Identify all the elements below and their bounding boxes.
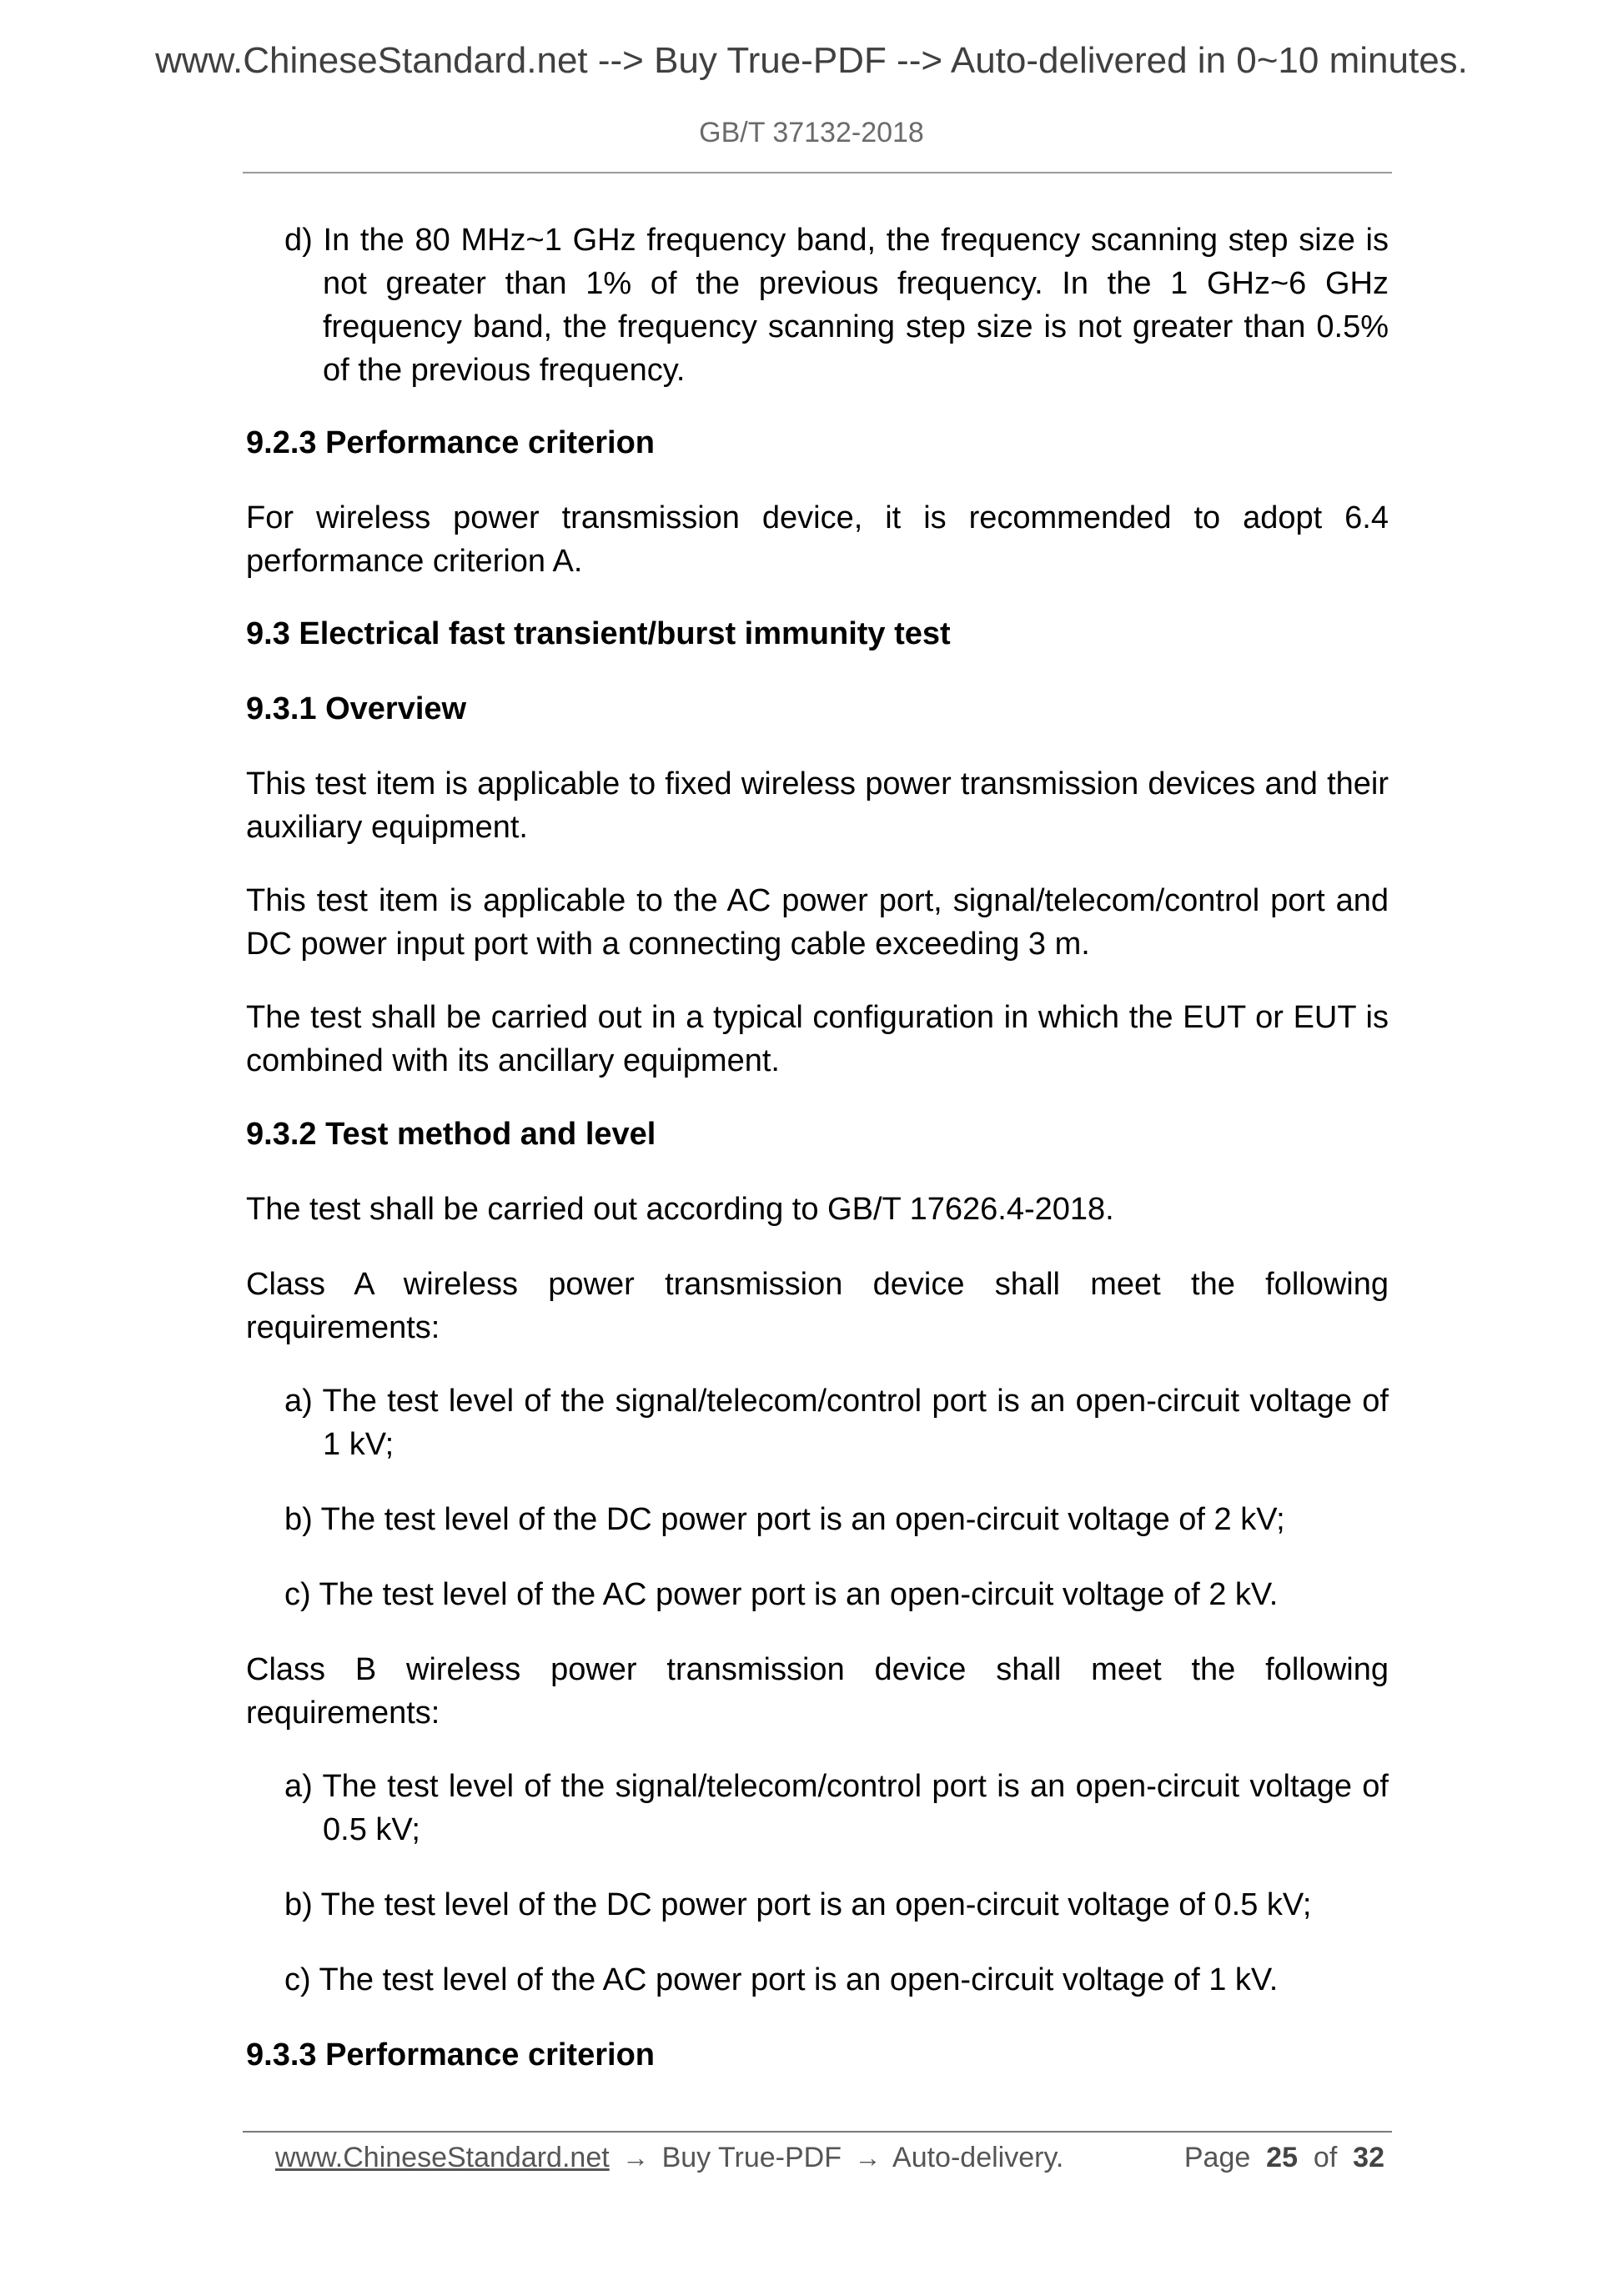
paragraph: For wireless power transmission device, it is recommended to adopt 6.4 performance criterion A. (246, 500, 1389, 579)
list-item-class-b-b: b) The test level of the DC power port is an open-circuit voltage of 0.5 kV; (284, 1887, 1312, 1922)
heading-9-3-2: 9.3.2 Test method and level (246, 1117, 656, 1152)
footer-divider (243, 2131, 1392, 2133)
header-divider (243, 172, 1392, 173)
standard-code: GB/T 37132-2018 (699, 117, 924, 148)
paragraph: Class B wireless power transmission device shall meet the following requirements: (246, 1652, 1389, 1731)
total-pages: 32 (1353, 2141, 1384, 2173)
list-item-class-b-c: c) The test level of the AC power port is an open-circuit voltage of 1 kV. (284, 1962, 1279, 1997)
paragraph: The test shall be carried out in a typical configuration in which the EUT or EUT is combined with its ancillary equipment. (246, 1000, 1389, 1078)
of-label: of (1313, 2141, 1338, 2173)
list-item-class-a-c: c) The test level of the AC power port is an open-circuit voltage of 2 kV. (284, 1577, 1279, 1612)
page-footer (275, 2137, 1384, 2178)
site-banner: www.ChineseStandard.net --> Buy True-PDF --> Auto-delivered in 0~10 minutes. (155, 40, 1468, 81)
arrow-right-icon: → (622, 2142, 650, 2173)
current-page: 25 (1266, 2141, 1298, 2173)
arrow-right-icon: → (854, 2142, 882, 2173)
list-item-class-b-a: a) The test level of the signal/telecom/control port is an open-circuit voltage of 0.5 kV; (284, 1769, 1389, 1847)
buy-text: Buy True-PDF (661, 2141, 842, 2173)
list-item-class-a-a: a) The test level of the signal/telecom/control port is an open-circuit voltage of 1 kV; (284, 1384, 1389, 1462)
list-item-class-a-b: b) The test level of the DC power port is an open-circuit voltage of 2 kV; (284, 1502, 1285, 1537)
paragraph: This test item is applicable to fixed wireless power transmission devices and their auxiliary equipment. (246, 766, 1389, 845)
document-body (246, 219, 1389, 2077)
heading-9-3-3: 9.3.3 Performance criterion (246, 2037, 655, 2072)
heading-9-3-1: 9.3.1 Overview (246, 691, 467, 726)
page-indicator (1184, 2142, 1384, 2174)
delivery-text: Auto-delivery. (892, 2141, 1064, 2173)
heading-9-2-3: 9.2.3 Performance criterion (246, 425, 655, 460)
paragraph: This test item is applicable to the AC power port, signal/telecom/control port and DC power input port with a connecting cable exceeding 3 m. (246, 883, 1389, 962)
site-link[interactable]: www.ChineseStandard.net (275, 2141, 610, 2173)
footer-left (275, 2142, 1063, 2174)
paragraph: Class A wireless power transmission device shall meet the following requirements: (246, 1267, 1389, 1345)
heading-9-3: 9.3 Electrical fast transient/burst immunity test (246, 616, 951, 651)
paragraph: The test shall be carried out according to GB/T 17626.4-2018. (246, 1192, 1114, 1227)
page-label: Page (1183, 2141, 1251, 2173)
list-item-d-scan-step: d) In the 80 MHz~1 GHz frequency band, the frequency scanning step size is not greater than 1% of the previous frequency. In the 1 GHz~6 GHz frequency band, the frequency scanning step size is not greater than 0.5% of the previous frequency. (284, 223, 1389, 388)
